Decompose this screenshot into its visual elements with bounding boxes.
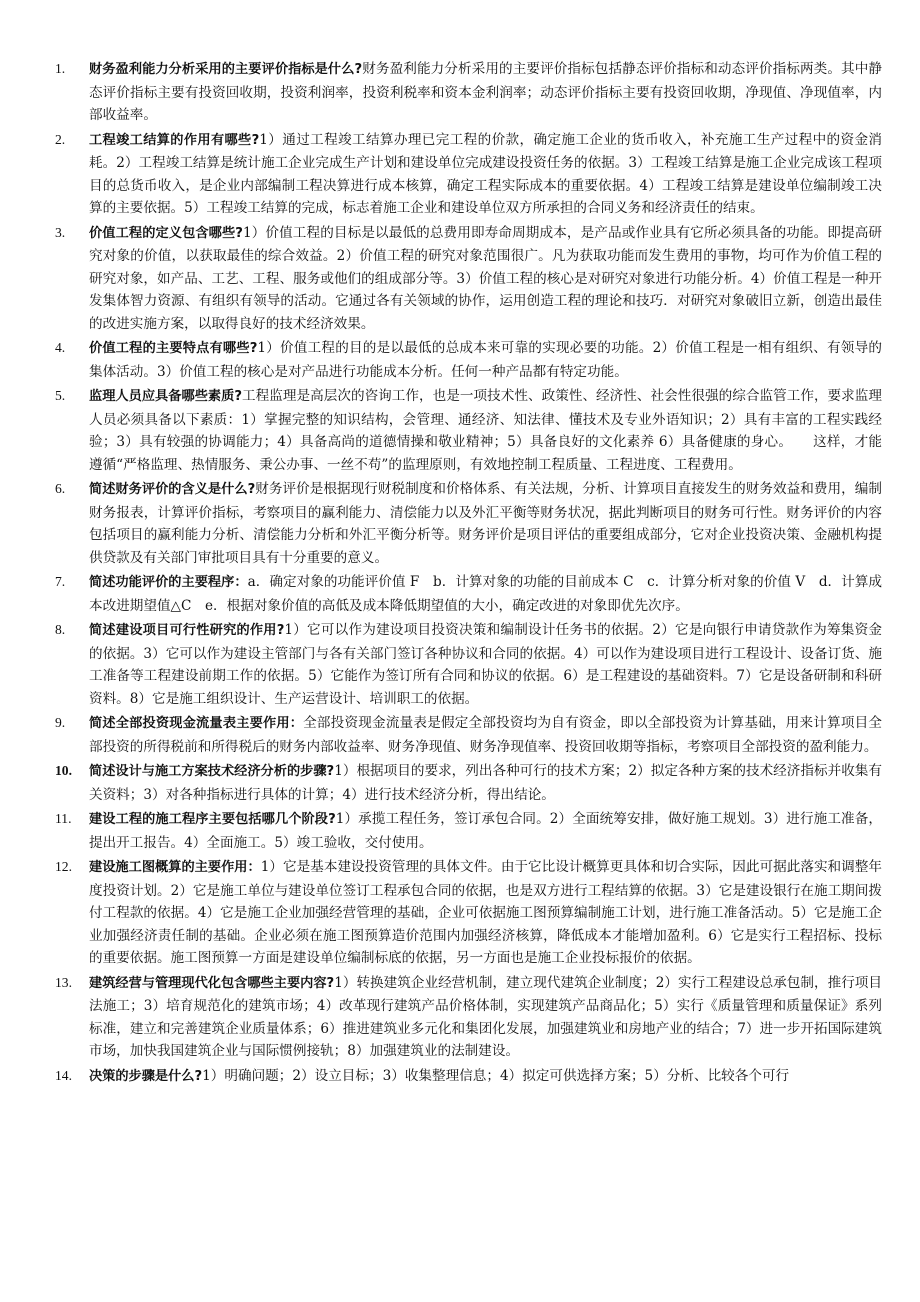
qa-item xyxy=(0,712,920,758)
item-number: 9. xyxy=(55,715,66,730)
item-number: 1. xyxy=(55,61,66,76)
qa-item xyxy=(0,1065,920,1089)
qa-item xyxy=(0,337,920,383)
question-text: 建设工程的施工程序主要包括哪几个阶段? xyxy=(89,812,336,827)
item-number: 11. xyxy=(55,811,72,826)
qa-item xyxy=(0,129,920,220)
answer-text: 1）转换建筑企业经营机制，建立现代建筑企业制度；2）实行工程建设总承包制，推行项目法施工；3）培育规范化的建筑市场；4）改革现行建筑产品价格体制，实现建筑产品商品化；5）实行《质量管理和质量保证》系列标准，建立和完善建筑企业质量体系；6）推进建筑业多元化和集团化发展，加强建筑业和房地产业的结合；7）进一步开拓国际建筑市场，加快我国建筑企业与国际惯例接轨；8）加强建筑业的法制建设。 xyxy=(89,974,882,1059)
question-text: 价值工程的定义包含哪些? xyxy=(89,225,243,241)
qa-item xyxy=(0,808,920,854)
item-number: 12. xyxy=(55,859,72,874)
item-number: 14. xyxy=(55,1067,72,1083)
item-number: 13. xyxy=(55,974,72,990)
qa-item xyxy=(0,972,920,1063)
question-text: 简述设计与施工方案技术经济分析的步骤? xyxy=(89,764,335,779)
item-number: 8. xyxy=(55,622,66,637)
answer-text: 财务评价是根据现行财税制度和价格体系、有关法规，分析、计算项目直接发生的财务效益和费用，编制财务报表，计算评价指标，考察项目的赢利能力、清偿能力以及外汇平衡等财务状况，据此判断项目的财务可行性。财务评价的内容包括项目的赢利能力分析、清偿能力分析和外汇平衡分析等。财务评价是项目评估的重要组成部分，它对企业投资决策、金融机构提供贷款及有关部门审批项目具有十分重要的意义。 xyxy=(89,481,883,566)
question-text: 财务盈利能力分析采用的主要评价指标是什么? xyxy=(89,62,363,77)
question-text: 建筑经营与管理现代化包含哪些主要内容? xyxy=(89,975,335,991)
document-page xyxy=(0,58,920,1090)
item-number: 3. xyxy=(55,224,66,240)
question-text: 监理人员应具备哪些素质? xyxy=(89,389,242,404)
question-text: 简述建设项目可行性研究的作用? xyxy=(89,623,285,638)
item-number: 4. xyxy=(55,340,66,355)
question-text: 简述功能评价的主要程序： xyxy=(89,575,248,590)
answer-text: 全部投资现金流量表是假定全部投资均为自有资金，即以全部投资为计算基础，用来计算项目全部投资的所得税前和所得税后的财务内部收益率、财务净现值、财务净现值率、投资回收期等指标，考察项目全部投资的盈利能力。 xyxy=(89,715,883,755)
item-number: 7. xyxy=(55,574,66,589)
answer-text: 1）根据项目的要求，列出各种可行的技术方案；2）拟定各种方案的技术经济指标并收集有关资料；3）对各种指标进行具体的计算；4）进行技术经济分析，得出结论。 xyxy=(89,763,882,803)
qa-list xyxy=(0,58,920,1088)
answer-text: 1）价值工程的目标是以最低的总费用即寿命周期成本，是产品或作业具有它所必须具备的功能。即提高研究对象的价值，以获取最佳的综合效益。2）价值工程的研究对象范围很广。凡为获取功能而发生费用的事物，均可作为价值工程的研究对象，如产品、工艺、工程、服务或他们的组成部分等。3）价值工程的核心是对研究对象进行功能分析。4）价值工程是一种开发集体智力资源、有组织有领导的活动。它通过各有关领域的协作，运用创造工程的理论和技巧．对研究对象破旧立新，创造出最佳的改进实施方案，以取得良好的技术经济效果。 xyxy=(89,224,882,332)
answer-text: 财务盈利能力分析采用的主要评价指标包括静态评价指标和动态评价指标两类。其中静态评价指标主要有投资回收期，投资利润率，投资利税率和资本金利润率；动态评价指标主要有投资回收期，净现值、净现值率，内部收益率。 xyxy=(89,61,882,123)
qa-item xyxy=(0,571,920,617)
answer-text: 1）它是基本建设投资管理的具体文件。由于它比设计概算更具体和切合实际，因此可据此落实和调整年度投资计划。2）它是施工单位与建设单位签订工程承包合同的依据，也是双方进行工程结算的依据。3）它是建设银行在施工期间拨付工程款的依据。4）它是施工企业加强经营管理的基础，企业可依据施工图预算编制施工计划，进行施工准备活动。5）它是施工企业加强经济责任制的基础。企业必须在施工图预算造价范围内加强经济核算，降低成本才能增加盈利。6）它是实行工程招标、投标的重要依据。施工图预算一方面是建设单位编制标底的依据，另一方面也是施工企业投标报价的依据。 xyxy=(89,859,882,966)
question-text: 价值工程的主要特点有哪些? xyxy=(89,341,258,356)
qa-item xyxy=(0,619,920,710)
qa-item xyxy=(0,222,920,336)
answer-text: 工程监理是高层次的咨询工作，也是一项技术性、政策性、经济性、社会性很强的综合监管工作，要求监理人员必须具备以下素质：1）掌握完整的知识结构，会管理、通经济、知法律、懂技术及专业外语知识；2）具有丰富的工程实践经验；3）具有较强的协调能力；4）具备高尚的道德情操和敬业精神；5）具备良好的文化素养 6）具备健康的身心。 这样，才能遵循“严格监理、热情服务、秉公办事、一丝不苟”的监理原则，有效地控制工程质量、工程进度、工程费用。 xyxy=(89,388,883,473)
answer-text: 1）承揽工程任务，签订承包合同。2）全面统筹安排，做好施工规划。3）进行施工准备，提出开工报告。4）全面施工。5）竣工验收，交付使用。 xyxy=(89,811,882,851)
question-text: 建设施工图概算的主要作用： xyxy=(89,860,261,875)
item-number: 6. xyxy=(55,481,66,496)
answer-text: 1）通过工程竣工结算办理已完工程的价款，确定施工企业的货币收入，补充施工生产过程中的资金消耗。2）工程竣工结算是统计施工企业完成生产计划和建设单位完成建设投资任务的依据。3）工程竣工结算是施工企业完成该工程项目的总货币收入，是企业内部编制工程决算进行成本核算，确定工程实际成本的重要依据。4）工程竣工结算是建设单位编制竣工决算的主要依据。5）工程竣工结算的完成，标志着施工企业和建设单位双方所承担的合同义务和经济责任的结束。 xyxy=(89,131,882,216)
question-text: 简述财务评价的含义是什么? xyxy=(89,482,256,497)
answer-text: 1）它可以作为建设项目投资决策和编制设计任务书的依据。2）它是向银行申请贷款作为筹集资金的依据。3）它可以作为建设主管部门与各有关部门签订各种协议和合同的依据。4）可以作为建设项目进行工程设计、设备订货、施工准备等工程建设前期工作的依据。5）它能作为签订所有合同和协议的依据。6）是工程建设的基础资料。7）它是设备研制和科研资料。8）它是施工组织设计、生产运营设计、培训职工的依据。 xyxy=(89,622,882,707)
item-number: 10. xyxy=(55,763,72,778)
qa-item xyxy=(0,478,920,569)
qa-item xyxy=(0,760,920,806)
question-text: 工程竣工结算的作用有哪些? xyxy=(89,132,260,148)
qa-item xyxy=(0,856,920,970)
answer-text: 1）价值工程的目的是以最低的总成本来可靠的实现必要的功能。2）价值工程是一相有组织、有领导的集体活动。3）价值工程的核心是对产品进行功能成本分析。任何一种产品都有特定功能。 xyxy=(89,340,882,380)
item-number: 5. xyxy=(55,388,66,403)
qa-item xyxy=(0,385,920,476)
answer-text: a．确定对象的功能评价值 F b．计算对象的功能的目前成本 C c．计算分析对象的价值 V d．计算成本改进期望值△C e．根据对象价值的高低及成本降低期望值的大小，确定改进的对象即优先次序。 xyxy=(89,574,883,614)
question-text: 简述全部投资现金流量表主要作用： xyxy=(89,716,304,731)
qa-item xyxy=(0,58,920,127)
question-text: 决策的步骤是什么? xyxy=(89,1068,203,1084)
item-number: 2. xyxy=(55,131,66,147)
answer-text: 1）明确问题；2）设立目标；3）收集整理信息；4）拟定可供选择方案；5）分析、比较各个可行 xyxy=(202,1067,790,1084)
